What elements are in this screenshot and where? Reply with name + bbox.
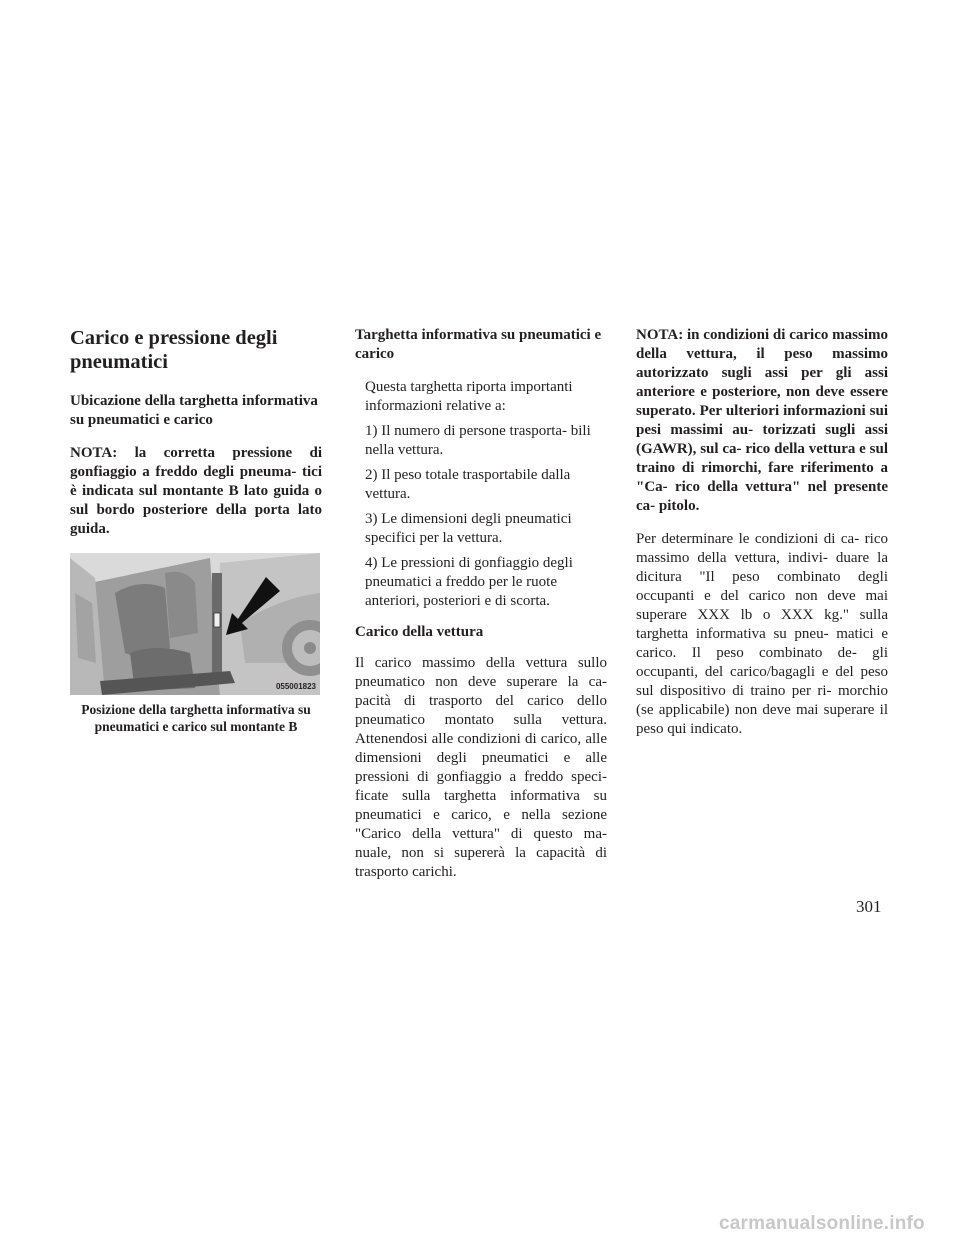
list-item: 1) Il numero di persone trasporta- bili nella vettura.: [365, 423, 591, 458]
car-door-illustration: [70, 553, 320, 695]
left-column: [70, 326, 322, 735]
max-load-body: Per determinare le condizioni di ca- rico massimo della vettura, indivi- duare la dicitura "Il peso combinato degli occupanti e del carico non deve mai superare XXX lb o XXX kg." sulla targhetta informativa su pneu- matici e carico. Il peso combinato de- gli occupanti, del carico/bagagli e del peso sul dispositivo di traino per ri- morchio (se applicabile) non deve mai superare il peso qui indicato.: [636, 531, 888, 737]
figure-caption: Posizione della targhetta informativa su pneumatici e carico sul montante B: [81, 702, 311, 734]
list-item: 4) Le pressioni di gonfiaggio degli pneumatici a freddo per le ruote anteriori, posteriori e di scorta.: [365, 555, 573, 609]
pressure-note: NOTA: la corretta pressione di gonfiaggio a freddo degli pneuma- tici è indicata sul montante B lato guida o sul bordo posteriore della porta lato guida.: [70, 445, 322, 537]
list-item: 3) Le dimensioni degli pneumatici specifici per la vettura.: [365, 511, 572, 546]
label-heading: Targhetta informativa su pneumatici e carico: [355, 327, 602, 362]
right-column: [636, 326, 888, 753]
vehicle-load-heading: Carico della vettura: [355, 624, 484, 640]
section-title: Carico e pressione degli pneumatici: [70, 327, 278, 373]
list-item: 2) Il peso totale trasportabile dalla vettura.: [365, 467, 571, 502]
watermark: carmanualsonline.info: [719, 1213, 925, 1234]
label-intro: Questa targhetta riporta importanti informazioni relative a:: [365, 379, 573, 414]
middle-column: [355, 326, 607, 896]
b-pillar-figure: [70, 553, 320, 695]
figure-code: 055001823: [275, 682, 316, 691]
page-number: 301: [856, 897, 882, 916]
vehicle-load-body: Il carico massimo della vettura sullo pneumatico non deve superare la ca- pacità di trasporto del carico dello pneumatico montato sulla vettura. Attenendosi alle condizioni di carico, alle dimensioni degli pneumatici e alle pressioni di gonfiaggio a freddo speci- ficate sulla targhetta informativa su pneumatici e carico, e nella sezione "Carico della vettura" di questo ma- nuale, non si supererà la capacità di trasporto carichi.: [355, 655, 607, 880]
max-load-note: NOTA: in condizioni di carico massimo della vettura, il peso massimo autorizzato sugli assi per gli assi anteriore e posteriore, non deve essere superato. Per ulteriori informazioni sui pesi massimi au- torizzati sugli assi (GAWR), sul ca- rico della vettura e sul traino di rimorchi, fare riferimento a "Ca- rico della vettura" nel presente ca- pitolo.: [636, 327, 888, 514]
subsection-heading: Ubicazione della targhetta informativa su pneumatici e carico: [70, 393, 318, 428]
